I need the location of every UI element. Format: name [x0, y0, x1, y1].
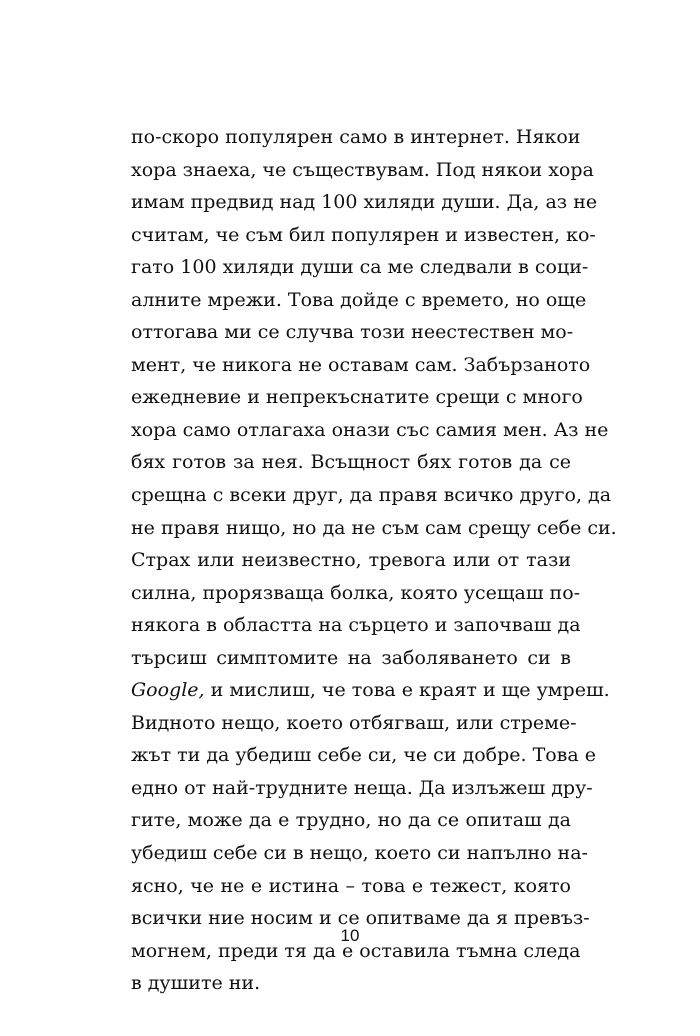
text-line: жът ти да убедиш себе си, че си добре. Това е: [131, 744, 596, 767]
text-line: търсиш симптомите на заболяването си в: [131, 646, 571, 669]
text-line: хора знаеха, че съществувам. Под някои хора: [131, 158, 594, 181]
text-line: считам, че съм бил популярен и известен, ко-: [131, 223, 596, 246]
text-line: бях готов за нея. Всъщност бях готов да се: [131, 451, 571, 474]
text-line: едно от най-трудните неща. Да излъжеш дру-: [131, 776, 593, 799]
text-line-last: в душите ни.: [131, 972, 261, 995]
text-line: срещна с всеки друг, да правя всичко друго, да: [131, 484, 612, 507]
text-line: оттогава ми се случва този неестествен мо-: [131, 321, 574, 344]
text-line: убедиш себе си в нещо, което си напълно на-: [131, 842, 588, 865]
text-line: всички ние носим и се опитваме да я превъз-: [131, 907, 590, 930]
text-line: ясно, че не е истина – това е тежест, която: [131, 874, 571, 897]
text-line: силна, прорязваща болка, която усещаш по-: [131, 581, 581, 604]
text-line: алните мрежи. Това дойде с времето, но още: [131, 288, 587, 311]
text-line: могнем, преди тя да е оставила тъмна следа: [131, 939, 581, 962]
text-line-with-italic: [131, 674, 610, 707]
text-line: гато 100 хиляди души са ме следвали в соци-: [131, 256, 589, 279]
body-text: [131, 121, 617, 1000]
text-line: някога в областта на сърцето и започваш да: [131, 614, 581, 637]
text-line: хора само отлагаха онази със самия мен. Аз не: [131, 418, 609, 441]
text-line: Страх или неизвестно, тревога или от тази: [131, 549, 571, 572]
text-line: гите, може да е трудно, но да се опиташ да: [131, 809, 571, 832]
page-number: 10: [340, 926, 360, 945]
text-line: ежедневие и непрекъснатите срещи с много: [131, 386, 583, 409]
text-line: имам предвид над 100 хиляди души. Да, аз не: [131, 191, 598, 214]
text-line-rest: и мислиш, че това е краят и ще умреш.: [204, 679, 610, 702]
text-line: не правя нищо, но да не съм сам срещу себе си.: [131, 516, 617, 539]
text-line: по-скоро популярен само в интернет. Някои: [131, 126, 581, 148]
text-line: мент, че никога не оставам сам. Забързаното: [131, 353, 591, 376]
italic-term: Google,: [131, 679, 205, 702]
text-line: Видното нещо, което отбягваш, или стреме-: [131, 711, 577, 734]
